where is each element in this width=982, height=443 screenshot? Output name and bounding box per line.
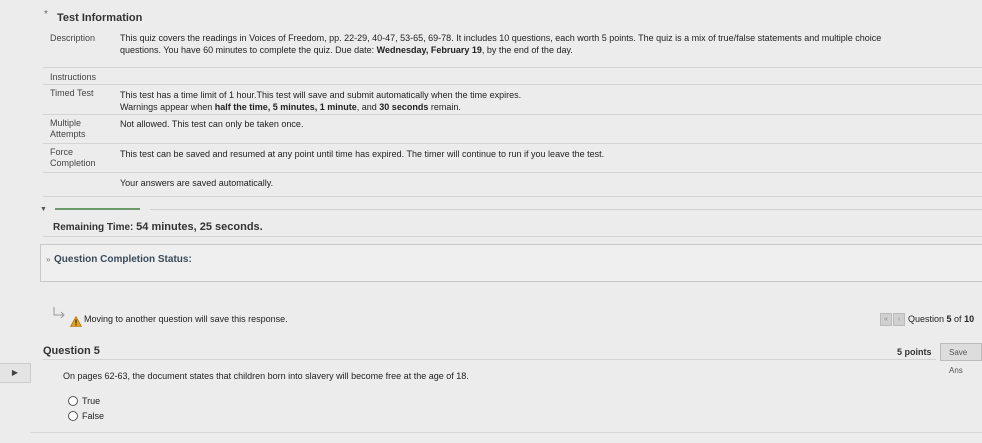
save-answer-button[interactable]: Save Ans [940,343,982,361]
option-true-label[interactable]: True [82,396,101,406]
warning-icon [70,314,82,325]
remaining-time: Remaining Time: 54 minutes, 25 seconds. [53,221,263,233]
description-text [120,32,970,56]
autosave-text: Your answers are saved automatically. [120,178,274,188]
save-warning-text: Moving to another question will save this response. [84,314,288,324]
progress-bar [55,208,140,210]
question-text: On pages 62-63, the document states that children born into slavery will become free at the age of 18. [63,371,469,381]
multiple-attempts-value: Not allowed. This test can only be taken once. [120,119,304,129]
force-completion-label: Force Completion [50,147,96,168]
description-label: Description [50,33,96,43]
expand-icon[interactable]: » [46,255,51,264]
instructions-label: Instructions [50,72,97,82]
indent-arrow-icon [52,306,66,320]
question-title: Question 5 [43,345,100,357]
first-question-button[interactable]: « [880,313,892,326]
expand-question-arrow-icon[interactable]: ▶ [0,363,31,383]
force-completion-value: This test can be saved and resumed at any point until time has expired. The timer will continue to run if you leave the test. [120,149,605,159]
collapse-asterisk-icon: * [44,9,48,20]
description-line-1: This quiz covers the readings in Voices of Freedom, pp. 22-29, 40-47, 53-65, 69-78. It includes 10 questions, each worth 5 points. The quiz is a mix of true/false statements and multiple choice [120,33,882,43]
previous-question-button[interactable]: ‹ [893,313,905,326]
description-line-2: questions. You have 60 minutes to complete the quiz. Due date: Wednesday, February 19, by the end of the day. [120,45,573,55]
multiple-attempts-label: Multiple Attempts [50,118,86,139]
remaining-time-value: 54 minutes, 25 seconds. [136,221,263,233]
timed-test-text: This test has a time limit of 1 hour.This test will save and submit automatically when the time expires. Warnings appear when half the time, 5 minutes, 1 minute, and 30 seconds remain. [120,90,522,112]
question-completion-label[interactable]: Question Completion Status: [54,254,192,265]
option-false-label[interactable]: False [82,411,105,421]
question-points: 5 points [897,347,932,357]
radio-false[interactable] [68,411,78,421]
test-information-title: Test Information [57,12,143,24]
collapse-arrow-icon[interactable]: ▼ [40,206,47,213]
timed-test-label: Timed Test [50,88,94,98]
due-date: Wednesday, February 19 [376,45,482,55]
question-counter: Question 5 of 10 [908,314,975,324]
radio-true[interactable] [68,396,78,406]
